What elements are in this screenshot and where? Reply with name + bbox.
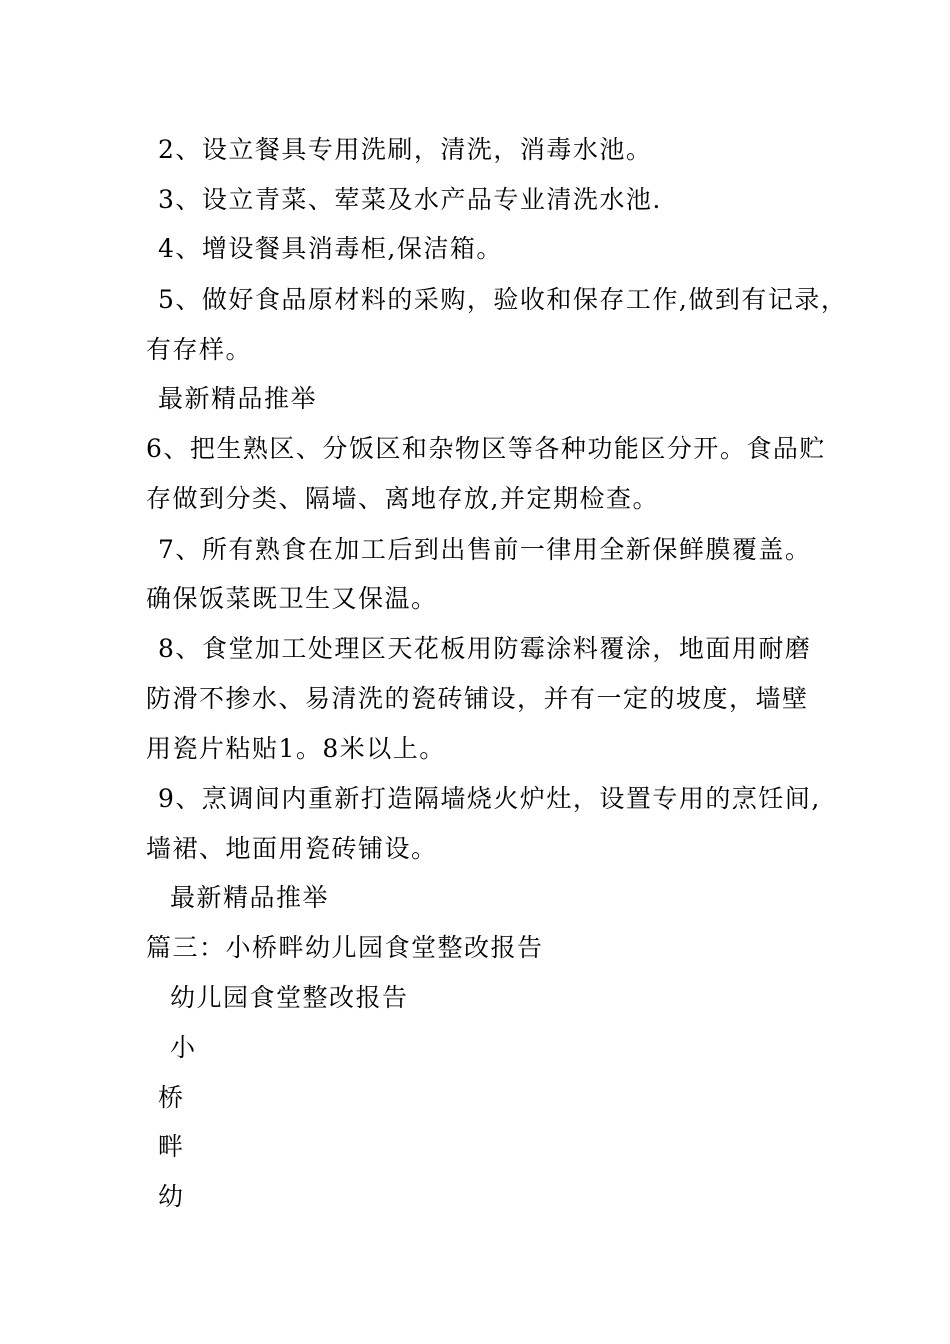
recommend-heading: 最新精品推举 — [158, 384, 318, 413]
text-line-item-8: 8、食堂加工处理区天花板用防霉涂料覆涂，地面用耐磨 — [158, 634, 812, 663]
section-title: 篇三：小桥畔幼儿园食堂整改报告 — [146, 933, 544, 962]
text-line-item-5: 5、做好食品原材料的采购，验收和保存工作,做到有记录， — [158, 285, 848, 314]
text-line-item-6-cont: 存做到分类、隔墙、离地存放,并定期检查。 — [146, 484, 659, 513]
text-line-item-7: 7、所有熟食在加工后到出售前一律用全新保鲜膜覆盖。 — [158, 535, 812, 564]
text-line-item-7-cont: 确保饭菜既卫生又保温。 — [146, 584, 438, 613]
vertical-char-2: 桥 — [158, 1083, 185, 1112]
text-line-item-9-cont: 墙裙、地面用瓷砖铺设。 — [146, 834, 438, 863]
text-line-item-9: 9、烹调间内重新打造隔墙烧火炉灶，设置专用的烹饪间, — [158, 784, 821, 813]
report-title: 幼儿园食堂整改报告 — [170, 983, 409, 1012]
text-line-item-6: 6、把生熟区、分饭区和杂物区等各种功能区分开。食品贮 — [146, 434, 826, 463]
text-line-item-8-cont-1: 防滑不掺水、易清洗的瓷砖铺设，并有一定的坡度，墙壁 — [146, 684, 809, 713]
text-line-item-5-cont: 有存样。 — [146, 335, 253, 364]
vertical-char-3: 畔 — [158, 1132, 185, 1161]
text-line-item-3: 3、设立青菜、荤菜及水产品专业清洗水池. — [158, 185, 662, 214]
text-line-item-8-cont-2: 用瓷片粘贴1。8米以上。 — [146, 734, 446, 763]
vertical-char-1: 小 — [170, 1033, 197, 1062]
text-line-item-2: 2、设立餐具专用洗刷，清洗，消毒水池。 — [158, 135, 653, 164]
recommend-heading-2: 最新精品推举 — [170, 883, 330, 912]
vertical-char-4: 幼 — [158, 1182, 185, 1211]
text-line-item-4: 4、增设餐具消毒柜,保洁箱。 — [158, 234, 503, 263]
